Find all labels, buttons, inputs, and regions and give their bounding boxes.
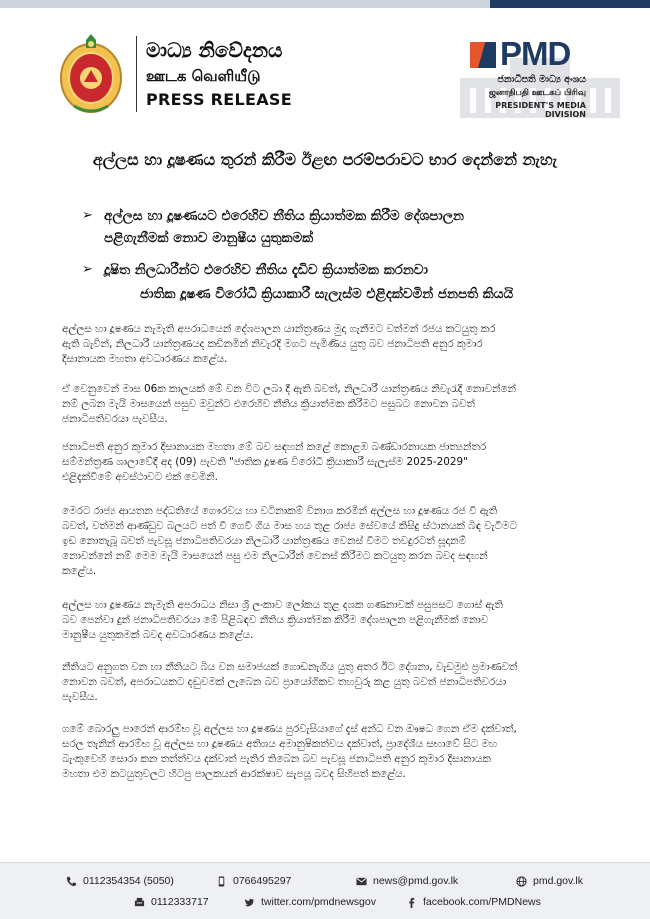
mobile-contact[interactable] [216,875,291,887]
paragraph-line: පැවසීය. [62,691,98,703]
website-url: pmd.gov.lk [533,875,583,887]
globe-icon [516,876,527,887]
paragraph-line: ජනාධිපති අනුර කුමාර දිසානායක මහතා මේ බව සඳහන් කළේ කොළඹ බණ්ඩාරනායක ජාත්‍යන්තර [62,441,487,453]
document-title: අල්ලස හා දූෂණය තුරන් කිරීම ඊළඟ පරම්පරාවට භාර දෙන්නේ නැහැ [92,150,558,169]
bullet-1-line-1: අල්ලස හා දූෂණයට එරෙහිව නීතිය ක්‍රියාත්මක කිරීම දේශපාලන [104,208,464,224]
website-contact[interactable] [516,875,583,887]
contact-footer [0,862,650,919]
paragraph-line: නීතියට අනුගත වන හා නීතියට බිය වන සමාජයක් ගොඩනැගිය යුතු අතර ඊට දේශනා, වැඩමුළු ප්‍රමාණවත් [62,661,518,673]
top-bar-accent [490,0,650,8]
bullet-arrow-icon: ➢ [82,262,93,277]
header-divider [136,36,137,112]
paragraph-line: ගමේ බොරලු පාරෙන් ආරම්භ වූ අල්ලස හා දූෂණය පුරවැසියාගේ දැස් අන්ධ වන ඖෂධ ගෙන ඒම දක්වාත්, [62,723,517,735]
twitter-contact[interactable] [244,896,376,908]
email-address: news@pmd.gov.lk [373,875,459,887]
paragraph-7 [62,722,592,782]
paragraph-line: ඉඩ නොතැබූ බවත් පැවසූ ජනාධිපතිවරයා නිලධාරී යාන්ත්‍රණය වෙනස් වීමට තවදුරටත් සූදානම් [62,535,467,547]
paragraph-line: ජනාධිපතිවරයා පැවසීය. [62,413,168,425]
bullet-1-line-2: පළිගැනීමක් නොව මානුෂීය යුතුකමක් [104,230,314,246]
twitter-handle: twitter.com/pmdnewsgov [261,896,376,908]
paragraph-line: ඒ වෙනුවෙන් මාස 06ක කාලයක් මේ වන විට ලබා දී ඇති බවත්, නිලධාරී යාන්ත්‍රණය නිවැරැදි නොවන්නේ [62,383,516,395]
paragraph-line: නම් ලබන මැයි මාසයෙන් පසුව ඔවුන්ට එරෙහිව නීතිය ක්‍රියාත්මක කිරීමට පසුබට නොවන බවත් [62,398,475,410]
paragraph-line: නොවන බවත්, අපරාධයකට දඬුවමක් ලැබෙන බව ප්‍රායෝගිකව තහවුරු කළ යුතු බවත් ජනාධිපතිවරයා [62,676,507,688]
press-release-english: PRESS RELEASE [146,90,292,109]
paragraph-line: එළිදැක්වීමේ අවස්ථාවට එක් වෙමිනි. [62,471,218,483]
paragraph-line: බවත්, වත්මන් ආණ්ඩුව බලයට පත් වී ගෙවී ගිය මාස හය තුළ රාජ්‍ය සේවයේ කිසිදු ස්ථානයක් බිඳ වැටීමට [62,520,517,532]
paragraph-line: අල්ලස හා දූෂණය නැමැති අපරාධය නිසා ශ්‍රී ලංකාව ලෝකය තුළ දශක ගණනාවක් පසුපසට ගොස් ඇති [62,599,503,611]
paragraph-line: මහතා එම කටයුතුවලට හිටපු පාලකයන් ආරක්ෂාව සැපයූ බවද සිහිපත් කළේය. [62,768,406,780]
paragraph-6 [62,660,592,705]
bullet-2-line-2: ජාතික දූෂණ විරෝධී ක්‍රියාකාරී සැලැස්ම එළිදක්වමින් ජනපති කියයි [140,286,514,302]
bullet-2-line-1: දූෂිත නිලධාරීන්ට එරෙහිව නීතිය දැඩිව ක්‍රියාත්මක කරනවා [104,262,428,278]
email-icon [356,876,367,887]
pmd-name-sinhala: ජනාධිපති මාධ්‍ය අංශය [497,74,586,85]
mobile-phone-icon [216,876,227,887]
paragraph-1 [62,322,592,367]
paragraph-line: අල්ලස හා දූෂණය නැමැති අපරාධයෙන් දේශපාලන යාන්ත්‍රණය මුදා ගැනීමට වත්මන් රජය කටයුතු කර [62,323,496,335]
paragraph-line: බව පෙන්වා දුන් ජනාධිපතිවරයා මේ පිළිබඳව නීතිය ක්‍රියාත්මක කිරීම දේශපාලන පළිගැනීමක් නොව [62,614,489,626]
pmd-name-tamil: ஜனாதிபதி ஊடகப் பிரிவு [488,88,586,98]
paragraph-line: සරල තැනින් ආරම්භ වූ අල්ලස හා දූෂණය අතිශය අමානුෂිකත්වය දක්වාත්, ප්‍රාදේශීය සභාවේ සිට මහ [62,738,498,750]
letterhead [0,8,650,119]
paragraph-line: මෙරට රාජ්‍ය ආයතන පද්ධතියේ ගෞරවය හා වටිනාකම් විනාශ කරමින් අල්ලස හා දූෂණය රජ වී ඇති [62,505,498,517]
phone-number: 0112354354 (5050) [83,875,174,887]
phone-icon [66,876,77,887]
paragraph-line: කළේය. [62,565,97,577]
bullet-arrow-icon: ➢ [82,208,93,223]
paragraph-line: ඇති බැවින්, නිලධාරී යාන්ත්‍රණයද කඩිනමින් නිවැරදි මගට පැමිණිය යුතු බව ජනාධිපති අනුර කුමාර [62,338,483,350]
paragraph-5 [62,598,592,643]
fax-icon [134,897,145,908]
paragraph-line: මානුෂීය යුතුකමක් බවද අවධාරණය කළේය. [62,629,254,641]
email-contact[interactable] [356,875,458,887]
mobile-number: 0766495297 [233,875,292,887]
facebook-contact[interactable] [406,896,541,908]
press-release-tamil: ஊடக வெளியீடு [146,67,261,85]
paragraph-line: නොවන්නේ නම් මෙම මැයි මාසයෙන් පසු එම නිලධාරීන් වෙනස් කිරීමට කටයුතු කරන බවද සඳහන් [62,550,488,562]
paragraph-2 [62,382,592,427]
paragraph-line: බැංකුවෙහි සොරා කන තත්ත්වය දක්වාත් පැතිර තිබෙන බව පැවසූ ජනාධිපති අනුර කුමාර දිසානායක [62,753,491,765]
facebook-icon [406,897,417,908]
press-release-sinhala: මාධ්‍ය නිවේදනය [146,38,283,62]
paragraph-line: සම්මන්ත්‍රණ ශාලාවේදී අද (09) පැවති "ජාතික දූෂණ විරෝධී ක්‍රියාකාරී සැලැස්ම 2025-2029" [62,456,468,468]
paragraph-3 [62,440,592,485]
paragraph-line: දිසානායක මහතා අවධාරණය කළේය. [62,353,228,365]
fax-contact[interactable] [134,896,209,908]
phone-contact[interactable] [66,875,174,887]
pmd-logo-text: PMD [500,35,571,72]
pmd-name-english: PRESIDENT'S MEDIA DIVISION [495,101,586,119]
facebook-page: facebook.com/PMDNews [423,896,541,908]
twitter-icon [244,897,255,908]
paragraph-4 [62,504,592,579]
sri-lanka-emblem-icon [56,34,126,116]
fax-number: 0112333717 [151,896,209,908]
